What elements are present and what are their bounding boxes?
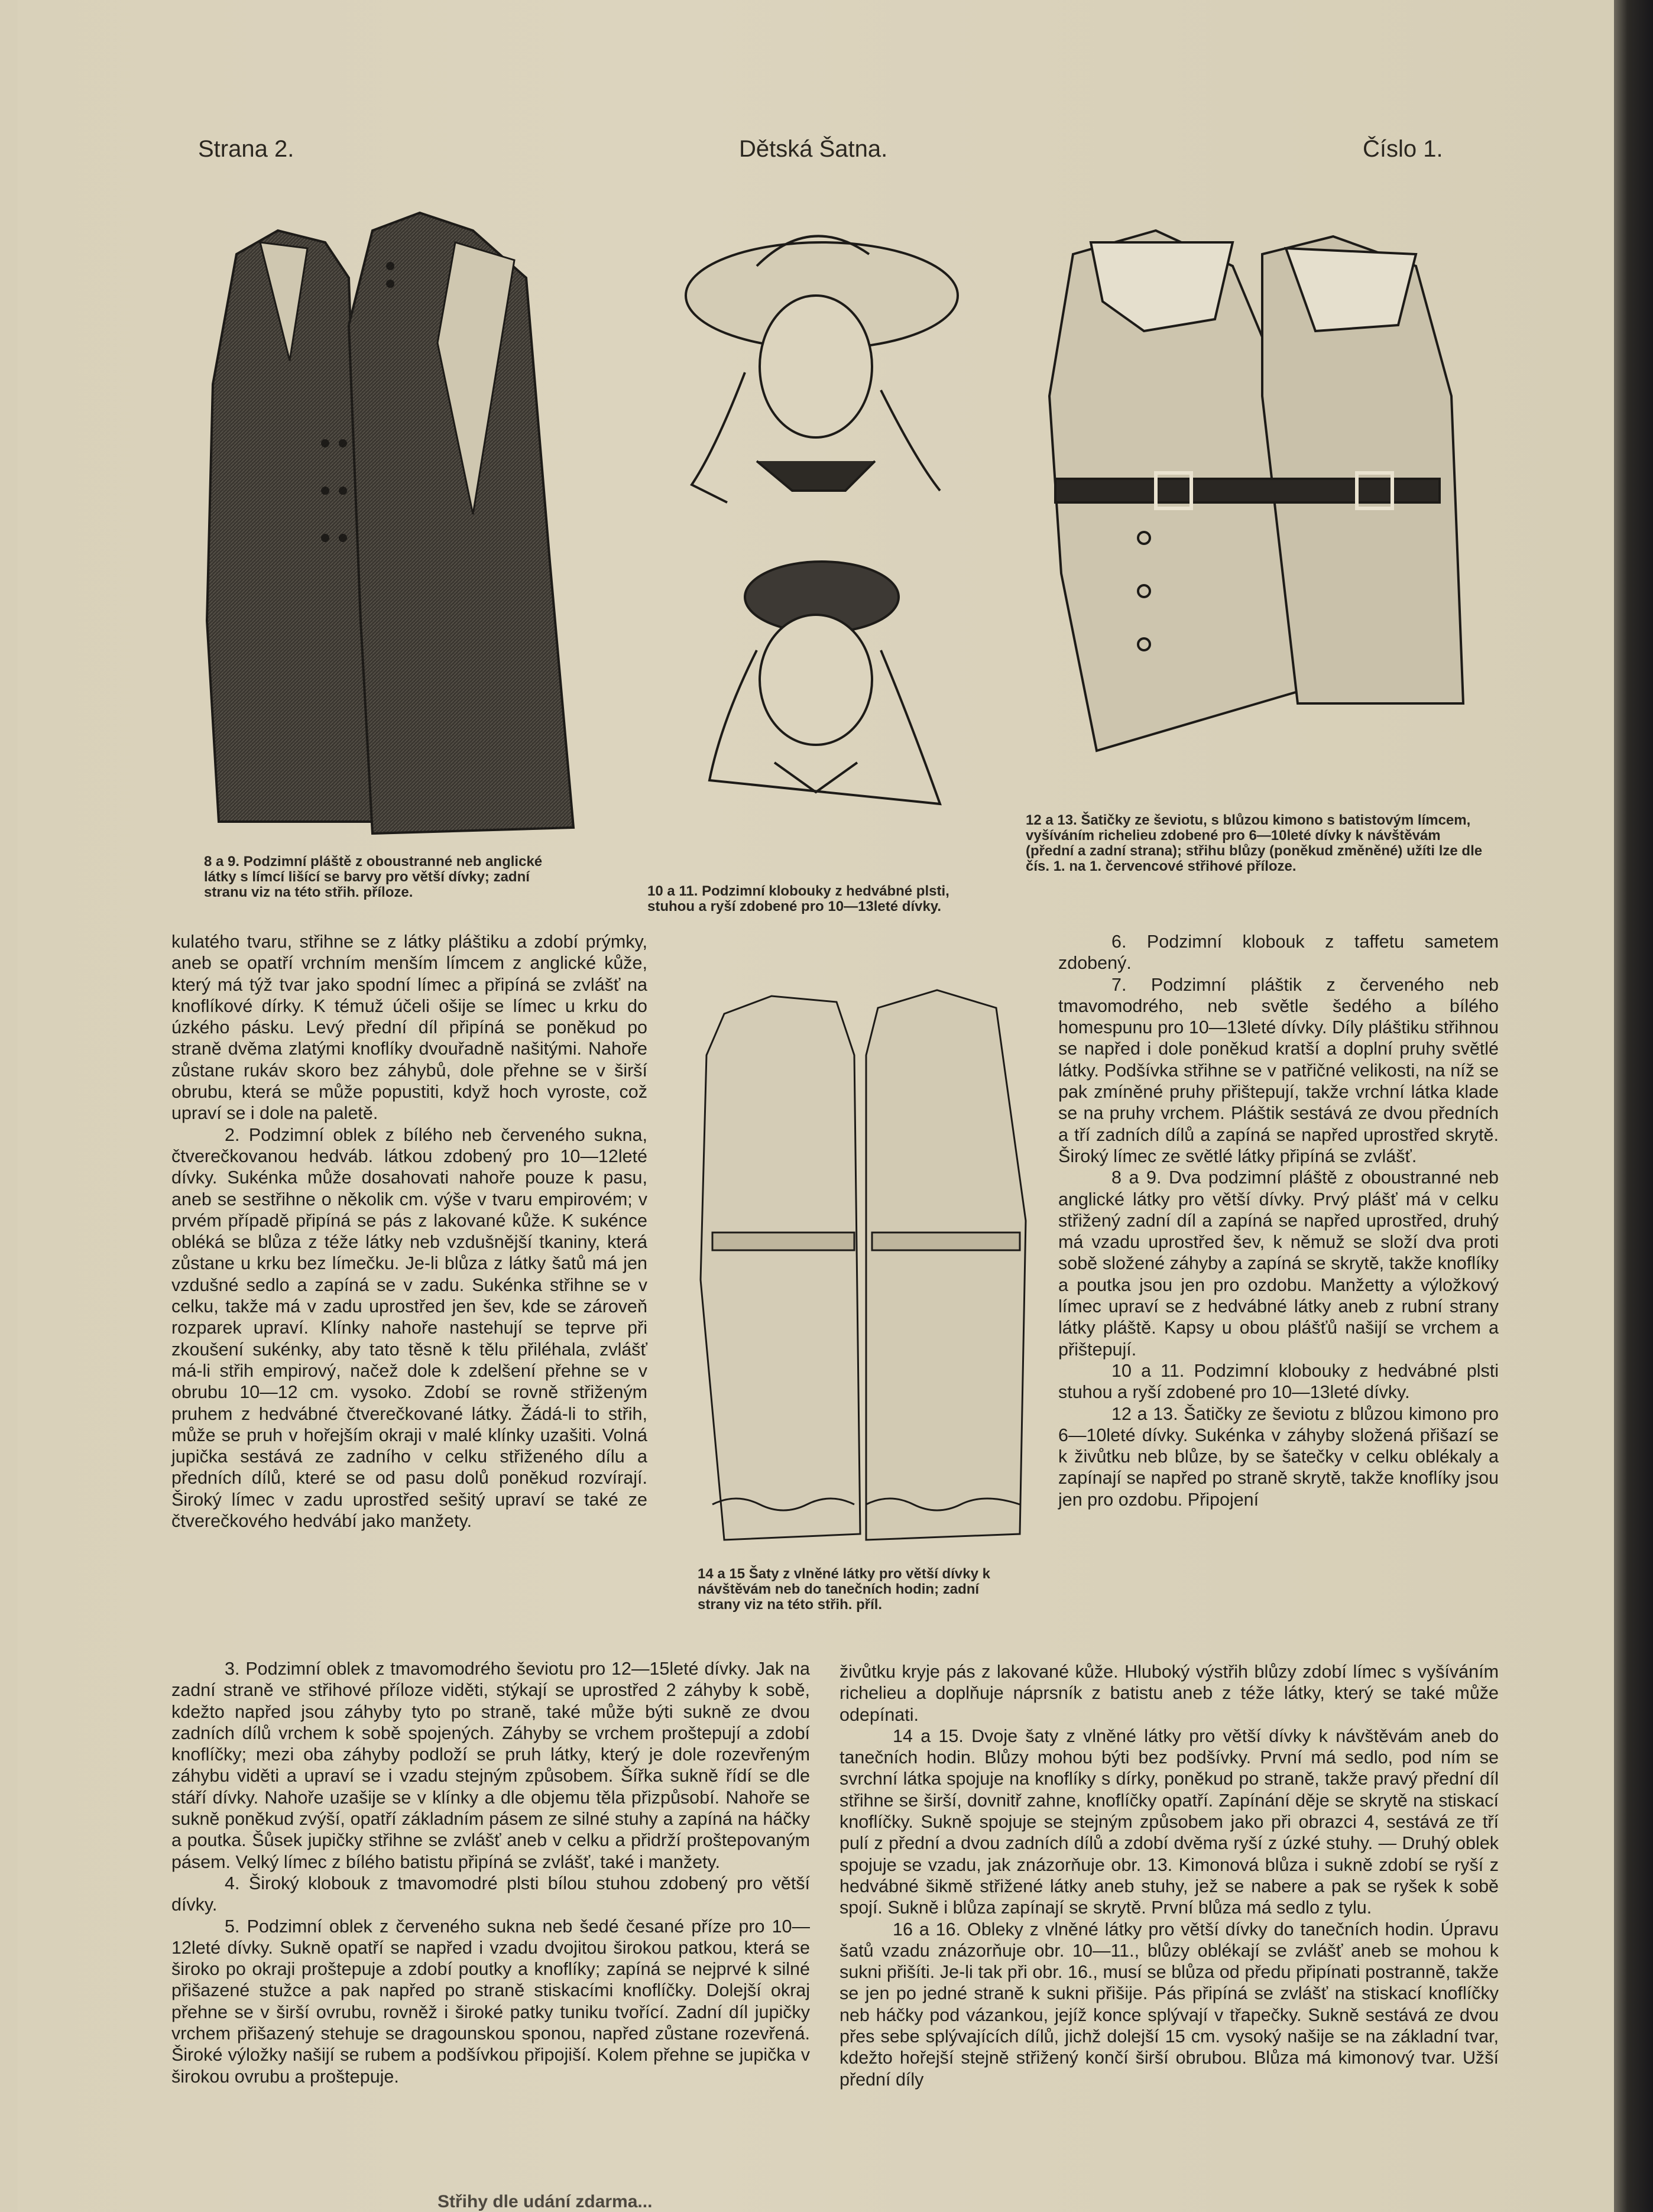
left-para-1: kulatého tvaru, střihne se z látky pláštiku a zdobí prýmky, aneb se opatří vrchním menším límcem z anglické kůže, který má týž tvar jako spodní límec a připíná se zvlášť na knoflíkové dírky. K témuž účeli ošije se límec u krku do úzkého pásku. Levý přední díl připíná se poněkud po straně dvěma zlatými knoflíky dvouřadně našitými. Nahoře zůstane rukáv skoro bez záhybů, dole přehne se v širší obrubu, která se může popustiti, když hoch vyroste, což upraví se i dole na paletě.	[171, 932, 647, 1124]
bottom-left-para-3: 5. Podzimní oblek z červeného sukna neb šedé česané příze pro 10—12leté dívky. Sukně opatří se napřed i vzadu dvojitou širokou patkou, která se široko po okraji proštepuje a zdobí poutky a knoflíky; zapíná se nejprvé k silné přišazené stužce a pak napřed po straně stiskacími knoflíčky. Dolejší okraj přehne se v širší ovrubu, rovněž i široké patky tuniku tvořící. Zadní díl jupičky vrchem přišazený stehuje se dragounskou sponou, napřed zůstane rozevřená. Široké výložky našijí se rubem a podšívkou připojiší. Kolem přehne se jupička v širokou ovrubu a proštepuje.	[171, 1916, 810, 2087]
bottom-left-para-1: 3. Podzimní oblek z tmavomodrého ševiotu pro 12—15leté dívky. Jak na zadní straně ve střihové příloze viděti, stýkají se uprostřed 2 záhyby k sobě, kdežto napřed jsou záhyby tyto po straně, také může býti sukně ze dvou zadních dílů vrchem k sobě spojených. Záhyby se vrchem proštepují a zdobí knoflíčky; mezi oba záhyby podloží se pruh látky, který je dole rozevřeným záhybu viděti a upraví se i vzadu stejným způsobem. Šířka sukně řídí se dle stáří dívky. Nahoře uzašije se v klínky a dle objemu těla přizpůsobí. Nahoře se sukně poněkud zvýší, opatří základním pásem ze silné stuhy a zapíná na háčky a poutka. Šůsek jupičky střihne se zvlášť aneb v celku a přidrží proštepovaným pásem. Velký límec z bílého batistu připíná se zvlášť, také i manžety.	[171, 1659, 810, 1872]
right-para-5: 12 a 13. Šatičky ze ševiotu z blůzou kimono pro 6—10leté dívky. Sukénka v záhyby složená přišazí se k živůtku neb blůze, by se šatečky v celku oblékaly a zapínají se napřed po straně skrytě, takže knoflíky jsou jen pro ozdobu. Připojení	[1058, 1403, 1499, 1510]
kimono-dresses-illustration	[1038, 219, 1487, 786]
page-number: Strana 2.	[198, 136, 294, 162]
hats-illustration	[656, 213, 987, 863]
right-para-1: 6. Podzimní klobouk z taffetu sametem zdobený.	[1058, 932, 1499, 974]
bottom-left-para-2: 4. Široký klobouk z tmavomodré plsti bílou stuhou zdobený pro větší dívky.	[171, 1873, 810, 1915]
left-column	[171, 931, 647, 1532]
publication-title: Dětská Šatna.	[739, 136, 888, 162]
right-para-3: 8 a 9. Dva podzimní pláště z oboustranné neb anglické látky pro větší dívky. Prvý plášť má v celku střižený zadní díl a zapíná se napřed uprostřed, druhý má vzadu uprostřed šev, k němuž se složí dva proti sobě složené záhyby a zapíná se skrytě, takže knoflíky a poutka jsou jen pro ozdobu. Manžetty a výložkový límec upraví se z hedvábné látky aneb z rubní strany látky pláště. Kapsy u obou plášťů našijí se vrchem a přištepují.	[1058, 1167, 1499, 1360]
right-column	[1058, 931, 1499, 1510]
right-para-2: 7. Podzimní pláštik z červeného neb tmavomodrého, neb světle šedého a bílého homespunu pro 10—13leté dívky. Díly pláštiku střihnou se napřed i dole poněkud kratší a doplní pruhy světlé látky. Podšívka střihne se v patřičné velikosti, na níž se pak zmíněné pruhy přištepují, takže vrchní látka klade se na pruhy vrchem. Pláštik sestává ze dvou předních a tří zadních dílů a zapíná se napřed uprostřed skrytě. Široký límec ze světlé látky připíná se zvlášť.	[1058, 974, 1499, 1166]
bottom-left-column	[171, 1658, 810, 2087]
bottom-right-para-2: 14 a 15. Dvoje šaty z vlněné látky pro větší dívky k návštěvám aneb do tanečních hodin. Blůzy mohou býti bez podšívky. První má sedlo, pod ním se svrchní látka spojuje na knoflíky s dírky, poněkud po straně, takže pravý přední díl střihne se širší, dovnitř zahne, knoflíčky opatří. Zapínání děje se skrytě na stiskací knoflíčky. Sukně spojuje se stejným způsobem jako při obrazci 4, sestává ze tří pulí z přední a dvou zadních dílů a zdobí dvěma ryší z úzké stuhy. — Druhý oblek spojuje se vzadu, jak znázorňuje obr. 13. Kimonová blůza i sukně zdobí se ryší z hedvábné šikmě střižené látky aneb stuhy, jež se nabere a pak se ryšek k sobě spojí. Sukně i blůza zapínají se skrytě. První blůza má sedlo z tylu.	[840, 1726, 1499, 1918]
evening-dresses-illustration	[689, 984, 1038, 1552]
bottom-right-para-3: 16 a 16. Obleky z vlněné látky pro větší dívky do tanečních hodin. Úpravu šatů vzadu znázorňuje obr. 10—11., blůzy oblékají se zvlášť aneb se mohou k sukni přišíti. Je-li tak při obr. 16., musí se blůza od předu připínati postranně, takže se jen po jedné straně k sukni přišije. Pás připíná se zvlášť na stiskací knoflíčky neb háčky pod vázankou, jejíž konce splývají v třapečky. Sukně sestává ze dvou přes sebe splývajících dílů, jichž dolejší 15 cm. vysoký našije se na základní tvar, kdežto hořejší stejně střižený končí širší obrubou. Blůza má kimonový tvar. Užší přední díly	[840, 1919, 1499, 2090]
issue-number: Číslo 1.	[1363, 136, 1443, 162]
left-para-2: 2. Podzimní oblek z bílého neb červeného sukna, čtverečkovanou hedváb. látkou zdobený pro 10—12leté dívky. Sukénka může dosahovati nahoře pouze k pasu, aneb se sestřihne o několik cm. výše v tvaru empirovém; v prvém případě připíná se pás z lakované kůže. K sukénce obléká se blůza z téže látky neb vzdušnější tkaniny, která zůstane u krku bez límečku. Je-li blůza z látky šatů má jen vzdušné sedlo a zapíná se v zadu. Sukénka střihne se v celku, takže má v zadu uprostřed jen šev, kde se zároveň rozparek upraví. Klínky nahoře nastehují se teprve při zkoušení sukénky, aby tato těsně k tělu přiléhala, zvlášť má-li střih empirový, načež dole k zdelšení přehne se v obrubu 10—12 cm. vysoko. Zdobí se rovně střiženým pruhem z hedvábné čtverečkované látky. Žádá-li to střih, může se pruh v hořejším okraji v malé klínky uzašiti. Volná jupička sestává ze zadního v celku střiženého dílu a předních dílů, které se od pasu dolů poněkud rozvírají. Široký límec v zadu uprostřed sešitý upraví se také ze čtverečkového hedvábí jako manžety.	[171, 1124, 647, 1532]
right-para-4: 10 a 11. Podzimní klobouky z hedvábné plsti stuhou a ryší zdobené pro 10—13leté dívky.	[1058, 1360, 1499, 1403]
binding-edge	[1614, 0, 1653, 2212]
caption-kimono-dresses: 12 a 13. Šatičky ze ševiotu, s blůzou kimono s batistovým límcem, vyšíváním richelieu zdobené pro 6—10leté dívky k návštěvám (přední a zadní strana); střihu blůzy (poněkud změněné) užíti lze dle čís. 1. na 1. červencové střihové příloze.	[1026, 812, 1483, 874]
bottom-right-para-1: živůtku kryje pás z lakované kůže. Hluboký výstřih blůzy zdobí límec s vyšíváním richelieu a doplňuje náprsník z batistu aneb z téže látky, který se také může odepínati.	[840, 1662, 1499, 1725]
caption-evening-dresses: 14 a 15 Šaty z vlněné látky pro větší dívky k návštěvám neb do tanečních hodin; zadní strany viz na této střih. příl.	[698, 1566, 990, 1613]
coats-illustration	[195, 207, 597, 851]
caption-coats: 8 a 9. Podzimní pláště z oboustranné neb anglické látky s límcí lišící se barvy pro větší dívky; zadní stranu viz na této střih. příloze.	[204, 854, 543, 900]
caption-hats: 10 a 11. Podzimní klobouky z hedvábné plsti, stuhou a ryší zdobené pro 10—13leté dívky.	[647, 883, 949, 914]
bottom-right-column	[840, 1661, 1499, 2090]
footer-note: Střihy dle udání zdarma...	[437, 2192, 653, 2211]
